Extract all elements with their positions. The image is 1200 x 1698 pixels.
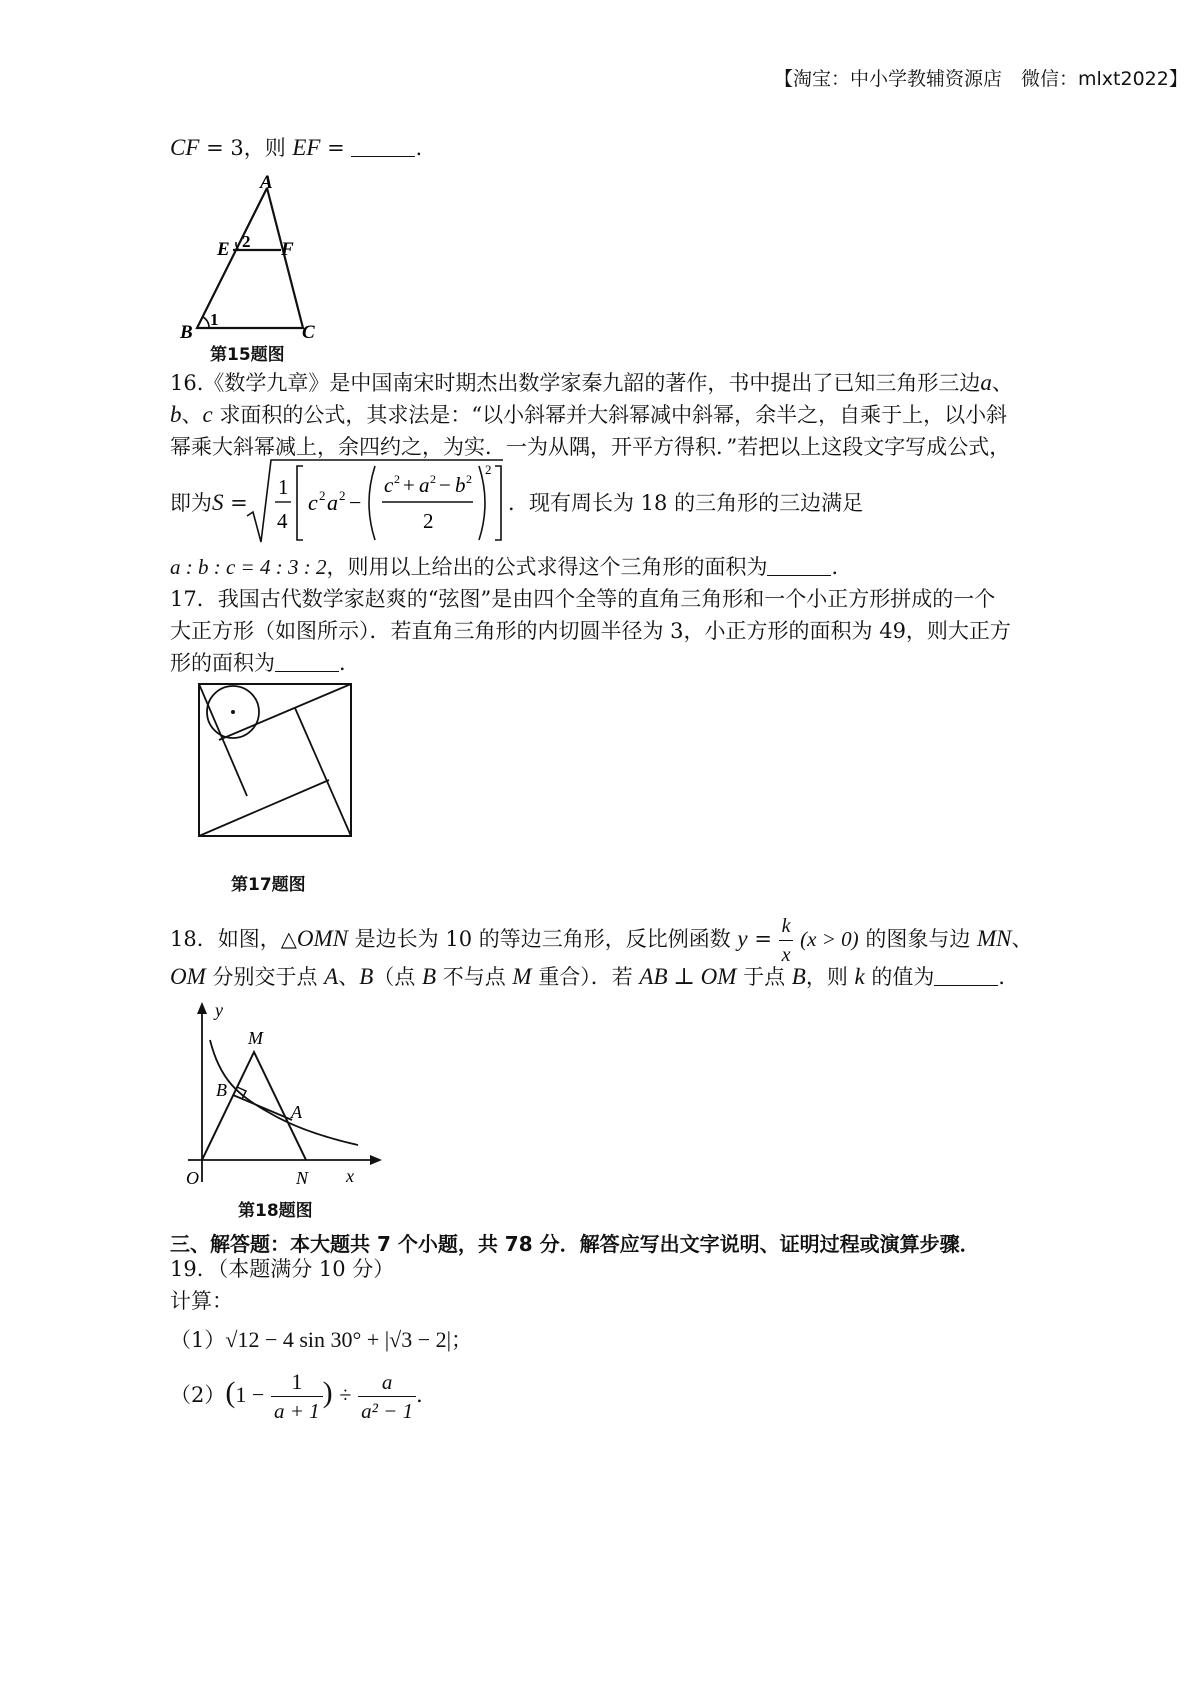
svg-text:a: a — [327, 490, 338, 515]
label-f: F — [281, 239, 294, 260]
q19-p1-end: ； — [451, 1328, 473, 1352]
var-a: a — [980, 370, 992, 395]
q17-line-1: 17．我国古代数学家赵爽的“弦图”是由四个全等的直角三角形和一个小正方形拼成的一个 — [170, 587, 996, 611]
fraction-a-over-a2-minus-1: $\frac{a}{\text{a² − 1}}$ — [358, 1368, 416, 1425]
answer-blank — [351, 134, 415, 157]
var-m-point: M — [512, 964, 532, 989]
q19-part-2: （2）(1 − $\frac{1}{a + 1}$ ) ÷ $\frac{a}{\text{a² − 1}}$ ． — [170, 1369, 438, 1423]
label-a: A — [260, 172, 273, 193]
q19-p2-end: ． — [416, 1383, 438, 1407]
var-k: k — [854, 964, 865, 989]
svg-text:a: a — [419, 473, 430, 497]
svg-text:2: 2 — [394, 472, 400, 486]
figure-17-caption: 第17题图 — [231, 875, 306, 895]
answer-blank — [275, 649, 339, 672]
q16-text-1-end: 、 — [991, 371, 1013, 395]
svg-text:2: 2 — [319, 488, 326, 503]
q18-t1: 分别交于点 — [205, 965, 325, 989]
svg-text:2: 2 — [339, 488, 346, 503]
section-3-title: 三、解答题：本大题共 7 个小题，共 78 分．解答应写出文字说明、证明过程或演算步骤． — [170, 1232, 980, 1256]
q18-t5: 重合）．若 — [531, 965, 640, 989]
q16-formula-after: ．现有周长为 18 的三角形的三边满足 — [508, 491, 864, 515]
label-angle-1: 1 — [210, 310, 219, 329]
q16-text-2: 求面积的公式，其求法是：“以小斜幂并大斜幂减中斜幂，余半之，自乘于上，以小斜 — [212, 403, 1008, 427]
q18-text-c: 的图象与边 — [858, 927, 978, 951]
divide-sign: ÷ — [339, 1382, 352, 1407]
q19-title: 19．（本题满分 10 分） — [170, 1257, 395, 1281]
label-angle-2: 2 — [242, 232, 251, 251]
q18-t7: ，则 — [805, 965, 855, 989]
figure-17 — [195, 680, 365, 896]
q16-formula-prefix: 即为S = — [170, 490, 248, 515]
var-a-point: A — [324, 964, 339, 989]
q15-text-1: = 3，则 — [199, 136, 293, 160]
perp-expr: AB ⊥ OM — [639, 964, 737, 989]
q17-end: ． — [339, 651, 360, 675]
answer-blank — [934, 963, 998, 986]
q16-line-1 — [170, 368, 1013, 398]
q17-line-3 — [170, 648, 360, 678]
answer-blank — [767, 553, 831, 576]
label-a: A — [291, 1102, 302, 1122]
domain-condition: (x > 0) — [800, 927, 859, 951]
label-b: B — [216, 1080, 227, 1100]
q18-t3: （点 — [373, 965, 422, 989]
q16-line-2 — [170, 400, 1007, 430]
fraction-1-over-a-plus-1: $\frac{1}{a + 1}$ — [271, 1368, 323, 1425]
q18-text-b: 是边长为 10 的等边三角形，反比例函数 — [348, 927, 738, 951]
label-o: O — [186, 1168, 199, 1188]
var-b-point-2: B — [421, 964, 437, 989]
svg-text:b: b — [455, 473, 466, 497]
var-b: b — [170, 402, 182, 427]
axis-label-x: x — [346, 1166, 354, 1186]
q16-prefix: 即为 — [170, 491, 212, 515]
q19-intro: 计算： — [170, 1289, 233, 1313]
var-cf: CF — [170, 135, 200, 160]
q19-part-1 — [170, 1325, 472, 1355]
svg-text:+: + — [403, 473, 415, 497]
q17-text-3: 形的面积为 — [170, 651, 275, 675]
q17-line-2: 大正方形（如图所示）．若直角三角形的内切圆半径为 3，小正方形的面积为 49，则大正方 — [170, 619, 1011, 643]
q15-text-2: = — [320, 136, 352, 160]
svg-text:2: 2 — [430, 472, 436, 486]
q18-line-1: 18．如图，△OMN 是边长为 10 的等边三角形，反比例函数 y = $\frac{k}{x}$ (x > 0) 的图象与边 MN、 — [170, 912, 1033, 972]
var-y: y — [737, 926, 748, 951]
svg-text:2: 2 — [466, 472, 472, 486]
fraction-k-over-x: $\frac{k}{x}$ — [779, 912, 794, 969]
q18-t2: 、 — [338, 965, 360, 989]
svg-text:c: c — [384, 473, 394, 497]
page-header: 【淘宝：中小学教辅资源店 微信：mlxt2022】 — [774, 68, 1188, 90]
svg-text:4: 4 — [277, 509, 288, 533]
var-b-point-3: B — [791, 964, 806, 989]
label-e: E — [217, 239, 230, 260]
svg-text:2: 2 — [423, 509, 434, 533]
figure-15-caption: 第15题图 — [210, 345, 285, 365]
q18-text-a: 18．如图，△ — [170, 927, 297, 951]
label-c: C — [302, 322, 315, 343]
q19-p2-label: （2） — [170, 1383, 226, 1407]
var-om: OM — [170, 964, 206, 989]
q16-line-5 — [170, 552, 852, 582]
var-omn: OMN — [296, 926, 348, 951]
q18-line-2 — [170, 962, 1019, 992]
label-b: B — [180, 322, 193, 343]
svg-text:2: 2 — [485, 462, 492, 477]
figure-18 — [178, 1000, 388, 1222]
svg-text:c: c — [308, 490, 318, 515]
q19-p2-one: 1 − — [235, 1382, 265, 1407]
q16-end: ． — [831, 555, 853, 579]
q18-t6: 于点 — [736, 965, 792, 989]
label-n: N — [296, 1168, 309, 1188]
figure-15 — [165, 168, 335, 368]
ratio-expr: a : b : c = 4 : 3 : 2 — [170, 555, 327, 579]
label-m: M — [248, 1028, 263, 1048]
q19-p1-label: （1） — [170, 1328, 226, 1352]
q15-answer-line: CF = 3，则 EF = . — [170, 135, 423, 160]
var-mn: MN — [977, 926, 1012, 951]
svg-text:−: − — [439, 473, 451, 497]
q16-formula — [245, 456, 505, 548]
q18-t8: 的值为 — [864, 965, 935, 989]
var-ef: EF — [292, 135, 321, 160]
q16-text-5: ，则用以上给出的公式求得这个三角形的面积为 — [326, 555, 768, 579]
axis-label-y: y — [215, 1000, 223, 1020]
var-c: c — [202, 402, 213, 427]
q16-line-3: 幂乘大斜幂减上，余四约之，为实．一为从隅，开平方得积．”若把以上这段文字写成公式， — [170, 435, 1011, 459]
figure-18-caption: 第18题图 — [238, 1201, 313, 1221]
var-s: S — [212, 490, 224, 515]
q18-end: ． — [998, 965, 1020, 989]
q16-text-1: 16.《数学九章》是中国南宋时期杰出数学家秦九韶的著作，书中提出了已知三角形三边 — [170, 371, 981, 395]
svg-text:−: − — [349, 490, 362, 515]
svg-text:1: 1 — [278, 475, 289, 499]
var-b-point: B — [359, 964, 374, 989]
q19-p1-expr: √12 − 4 sin 30° + |√3 − 2| — [225, 1327, 452, 1352]
q18-text-d: 、 — [1011, 927, 1033, 951]
q18-t4: 不与点 — [436, 965, 513, 989]
q16-sep: 、 — [181, 403, 203, 427]
